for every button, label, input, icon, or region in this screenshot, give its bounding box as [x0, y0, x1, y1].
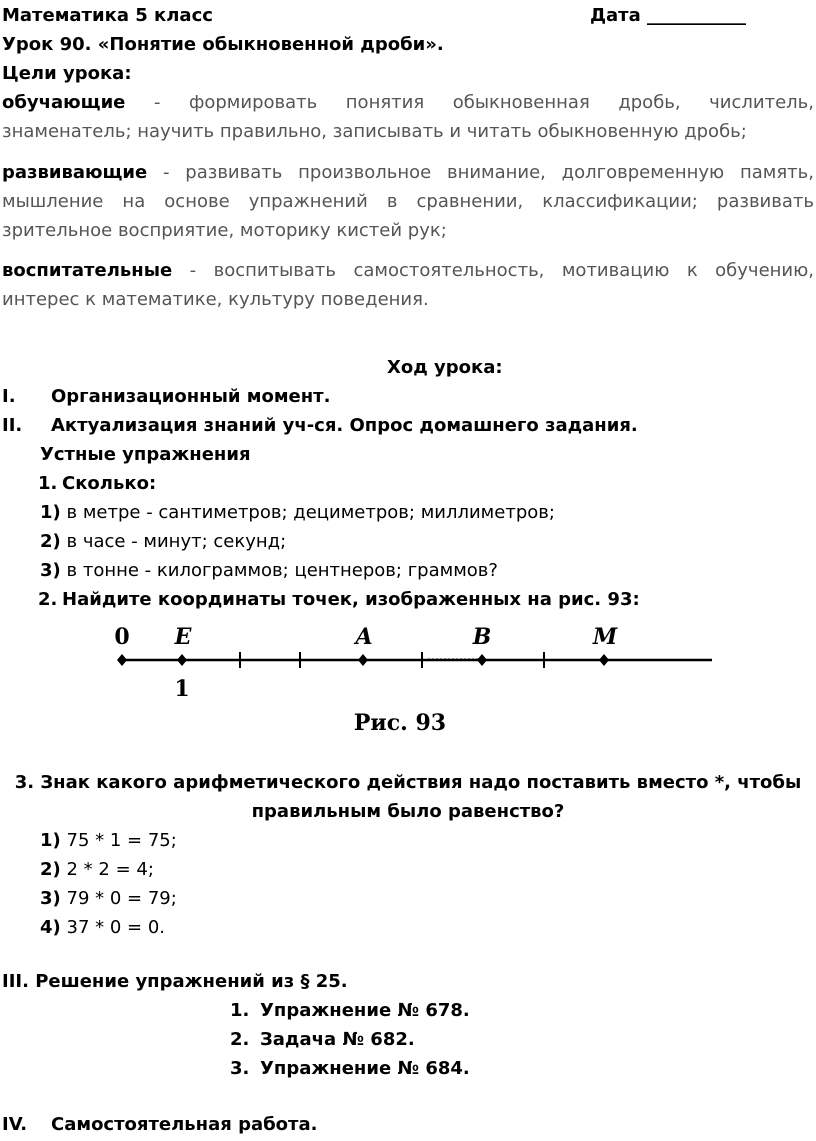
- stage-4-text: Самостоятельная работа.: [51, 1114, 318, 1135]
- stage-3-text: III. Решение упражнений из § 25.: [2, 971, 348, 992]
- goal-teaching-line1: обучающие - формировать понятия обыкновенная дробь, числитель,: [2, 92, 814, 113]
- stage-3-item-number: 3.: [230, 1058, 250, 1079]
- stage-3-item-text: Упражнение № 678.: [260, 1000, 470, 1021]
- stage-4-number: IV.: [2, 1114, 28, 1135]
- goals-heading: Цели урока:: [2, 63, 132, 84]
- exercise-3-title-line2: правильным было равенство?: [251, 801, 565, 822]
- point-marker-e: [177, 654, 187, 666]
- label-e: E: [174, 624, 192, 650]
- lesson-course-heading: Ход урока:: [387, 357, 503, 378]
- goal-teaching-term: обучающие: [2, 92, 126, 113]
- exercise-1-title: Сколько:: [62, 473, 157, 494]
- exercise-3-title-line1: 3. Знак какого арифметического действия надо поставить вместо *, чтобы: [14, 772, 802, 793]
- point-marker-0: [117, 654, 127, 666]
- stage-2-text: Актуализация знаний уч-ся. Опрос домашнего задания.: [51, 415, 638, 436]
- exercise-3-item: 4) 37 * 0 = 0.: [40, 917, 165, 938]
- exercise-2-title: Найдите координаты точек, изображенных на рис. 93:: [62, 589, 640, 610]
- goal-developing-term: развивающие: [2, 162, 148, 183]
- exercise-3-item: 1) 75 * 1 = 75;: [40, 830, 177, 851]
- exercise-2-number: 2.: [38, 589, 58, 610]
- date-field: Дата ___________: [590, 5, 747, 26]
- stage-1-number: I.: [2, 386, 16, 407]
- subject-title: Математика 5 класс: [2, 5, 213, 26]
- exercise-1-item: 2) в часе - минут; секунд;: [40, 531, 287, 552]
- goal-developing-line3: зрительное восприятие, моторику кистей рук;: [2, 220, 447, 241]
- exercise-1-number: 1.: [38, 473, 58, 494]
- point-marker-b: [477, 654, 487, 666]
- exercise-3-item: 3) 79 * 0 = 79;: [40, 888, 177, 909]
- label-b: B: [472, 624, 492, 650]
- stage-3-item-number: 1.: [230, 1000, 250, 1021]
- exercise-1-item: 1) в метре - сантиметров; дециметров; миллиметров;: [40, 502, 555, 523]
- label-unit: 1: [174, 676, 190, 702]
- stage-2-number: II.: [2, 415, 23, 436]
- stage-3-item-text: Задача № 682.: [260, 1029, 415, 1050]
- exercise-1-item: 3) в тонне - килограммов; центнеров; граммов?: [40, 560, 498, 581]
- oral-exercises-heading: Устные упражнения: [40, 444, 251, 465]
- point-marker-m: [599, 654, 609, 666]
- lesson-title: Урок 90. «Понятие обыкновенной дроби».: [2, 34, 444, 55]
- goal-developing-line1: развивающие - развивать произвольное внимание, долговременную память,: [2, 162, 814, 183]
- figure-caption: Рис. 93: [353, 710, 447, 736]
- goal-educating-term: воспитательные: [2, 260, 173, 281]
- exercise-3-item: 2) 2 * 2 = 4;: [40, 859, 154, 880]
- number-line-figure: [100, 620, 720, 740]
- goal-developing-line2: мышление на основе упражнений в сравнении, классификации; развивать: [2, 191, 814, 212]
- label-m: M: [592, 624, 618, 650]
- point-marker-a: [358, 654, 368, 666]
- goal-educating-line1: воспитательные - воспитывать самостоятельность, мотивацию к обучению,: [2, 260, 814, 281]
- goal-educating-line2: интерес к математике, культуру поведения.: [2, 289, 429, 310]
- stage-1-text: Организационный момент.: [51, 386, 331, 407]
- goal-teaching-line2: знаменатель; научить правильно, записывать и читать обыкновенную дробь;: [2, 121, 747, 142]
- stage-3-item-text: Упражнение № 684.: [260, 1058, 470, 1079]
- label-zero: 0: [114, 624, 130, 650]
- stage-3-item-number: 2.: [230, 1029, 250, 1050]
- label-a: A: [355, 624, 373, 650]
